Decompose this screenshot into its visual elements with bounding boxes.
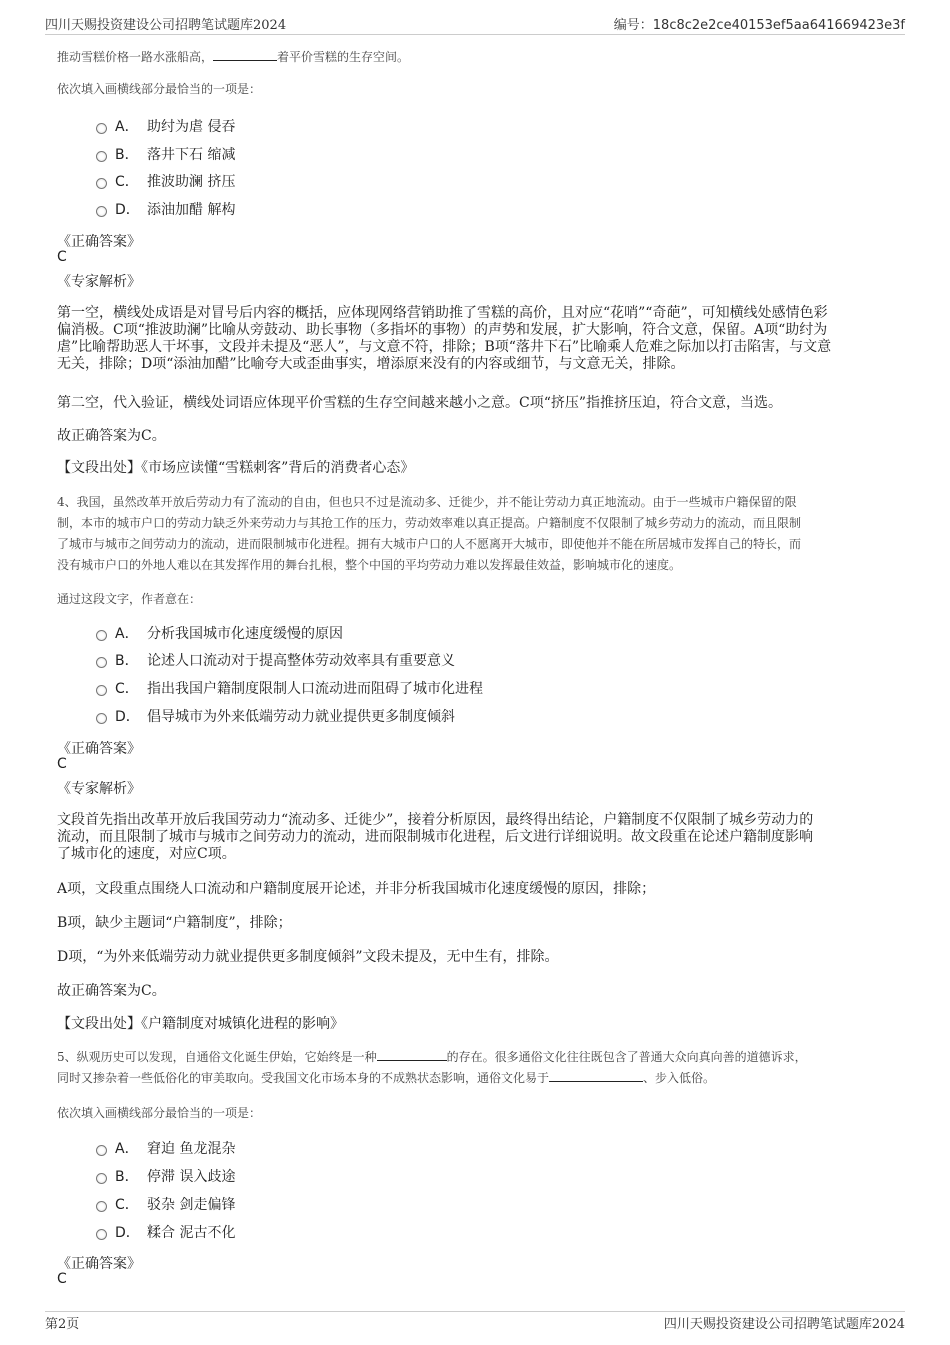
q5-answer: C [57, 1271, 67, 1287]
q4-source: 【文段出处】《户籍制度对城镇化进程的影响》 [57, 1016, 344, 1032]
radio-icon[interactable] [96, 630, 107, 641]
blank [377, 1048, 447, 1061]
q5-option-c[interactable]: C． 驳杂 剑走偏锋 [96, 1193, 235, 1215]
footer-title: 四川天赐投资建设公司招聘笔试题库2024 [663, 1317, 905, 1332]
q4-point-b: B项，缺少主题词“户籍制度”，排除； [57, 915, 292, 931]
q3-analysis: 第一空，横线处成语是对冒号后内容的概括，应体现网络营销助推了雪糕的高价，且对应“花哨”“奇葩”，可知横线处感情色彩 偏消极。C项“推波助澜”比喻从旁鼓动、助长事物（多指坏的事物）的声势和发展，扩大影响，符合文意，保留。A项“助纣为 虐”比喻帮助恶人干坏事，文段并未提及“恶人”，与文意不符，排除；B项“落井下石”比喻乘人危难之际加以打击陷害，与文意 无关，排除；D项“添油加醋”比喻夸大或歪曲事实，增添原来没有的内容或细节，与文意无关，排除。 [57, 305, 832, 372]
radio-icon[interactable] [96, 1173, 107, 1184]
q4-answer: C [57, 756, 67, 772]
q3-option-b[interactable]: B． 落井下石 缩减 [96, 143, 235, 165]
q4-answer-label: 《正确答案》 [57, 741, 141, 757]
footer-divider [45, 1311, 905, 1312]
radio-icon[interactable] [96, 657, 107, 668]
q4-analysis: 文段首先指出改革开放后我国劳动力“流动多、迁徙少”，接着分析原因，最终得出结论，户籍制度不仅限制了城乡劳动力的 流动，而且限制了城市与城市之间劳动力的流动，进而限制城市化进程，后文进行详细说明。故文段重在论述户籍制度影响 了城市化的速度，对应C项。 [57, 812, 814, 862]
blank [549, 1069, 643, 1082]
q4-analysis-label: 《专家解析》 [57, 781, 141, 797]
q3-answer: C [57, 249, 67, 265]
radio-icon[interactable] [96, 1201, 107, 1212]
q3-analysis-second: 第二空，代入验证，横线处词语应体现平价雪糕的生存空间越来越小之意。C项“挤压”指推挤压迫，符合文意，当选。 [57, 395, 783, 411]
q3-stem: 推动雪糕价格一路水涨船高， 着平价雪糕的生存空间。 [57, 50, 410, 64]
q4-option-b[interactable]: B． 论述人口流动对于提高整体劳动效率具有重要意义 [96, 649, 455, 671]
q5-stem: 5、纵观历史可以发现，自通俗文化诞生伊始，它始终是一种 的存在。很多通俗文化往往既包含了普通大众向真向善的道德诉求， 同时又掺杂着一些低俗化的审美取向。受我国文化市场本身的不成熟状态影响，通俗文化易于 、步入低俗。 [57, 1050, 807, 1085]
q3-analysis-label: 《专家解析》 [57, 274, 141, 290]
radio-icon[interactable] [96, 1145, 107, 1156]
q5-answer-label: 《正确答案》 [57, 1256, 141, 1272]
q4-point-d: D项，“为外来低端劳动力就业提供更多制度倾斜”文段未提及，无中生有，排除。 [57, 949, 559, 965]
q4-instruction: 通过这段文字，作者意在： [57, 592, 202, 606]
q4-point-a: A项，文段重点围绕人口流动和户籍制度展开论述，并非分析我国城市化速度缓慢的原因，排除； [57, 881, 656, 897]
q3-instruction: 依次填入画横线部分最恰当的一项是： [57, 82, 262, 96]
radio-icon[interactable] [96, 178, 107, 189]
q4-option-c[interactable]: C． 指出我国户籍制度限制人口流动进而阻碍了城市化进程 [96, 677, 483, 699]
q3-option-a[interactable]: A． 助纣为虐 侵吞 [96, 115, 235, 137]
radio-icon[interactable] [96, 713, 107, 724]
q5-option-a[interactable]: A． 窘迫 鱼龙混杂 [96, 1137, 235, 1159]
radio-icon[interactable] [96, 123, 107, 134]
blank [213, 48, 277, 61]
q5-instruction: 依次填入画横线部分最恰当的一项是： [57, 1106, 262, 1120]
radio-icon[interactable] [96, 1229, 107, 1240]
q3-conclusion: 故正确答案为C。 [57, 428, 166, 444]
q3-option-d[interactable]: D． 添油加醋 解构 [96, 198, 235, 220]
q5-option-d[interactable]: D． 糅合 泥古不化 [96, 1221, 235, 1243]
q4-option-d[interactable]: D． 倡导城市为外来低端劳动力就业提供更多制度倾斜 [96, 705, 455, 727]
radio-icon[interactable] [96, 151, 107, 162]
q3-option-c[interactable]: C． 推波助澜 挤压 [96, 170, 235, 192]
q3-answer-label: 《正确答案》 [57, 234, 141, 250]
q3-source: 【文段出处】《市场应读懂“雪糕刺客”背后的消费者心态》 [57, 460, 415, 476]
q4-option-a[interactable]: A． 分析我国城市化速度缓慢的原因 [96, 622, 343, 644]
radio-icon[interactable] [96, 685, 107, 696]
q5-option-b[interactable]: B． 停滞 误入歧途 [96, 1165, 235, 1187]
page-number: 第2页 [45, 1317, 80, 1332]
document-code: 编号：18c8c2e2ce40153ef5aa641669423e3f [613, 18, 905, 33]
radio-icon[interactable] [96, 206, 107, 217]
q4-stem: 4、我国，虽然改革开放后劳动力有了流动的自由，但也只不过是流动多、迁徙少，并不能让劳动力真正地流动。由于一些城市户籍保留的限 制，本市的城市户口的劳动力缺乏外来劳动力与其抢工作的压力，劳动效率难以真正提高。户籍制度不仅限制了城乡劳动力的流动，而且限制 了城市与城市之间劳动力的流动，进而限制城市化进程。拥有大城市户口的人不愿离开大城市，即使他并不能在所居城市发挥自己的特长，而 没有城市户口的外地人难以在其发挥作用的舞台扎根，整个中国的平均劳动力难以发挥最佳效益，影响城市化的速度。 [57, 495, 802, 572]
q4-conclusion: 故正确答案为C。 [57, 983, 166, 999]
header-title: 四川天赐投资建设公司招聘笔试题库2024 [45, 18, 287, 33]
header-divider [45, 34, 905, 35]
